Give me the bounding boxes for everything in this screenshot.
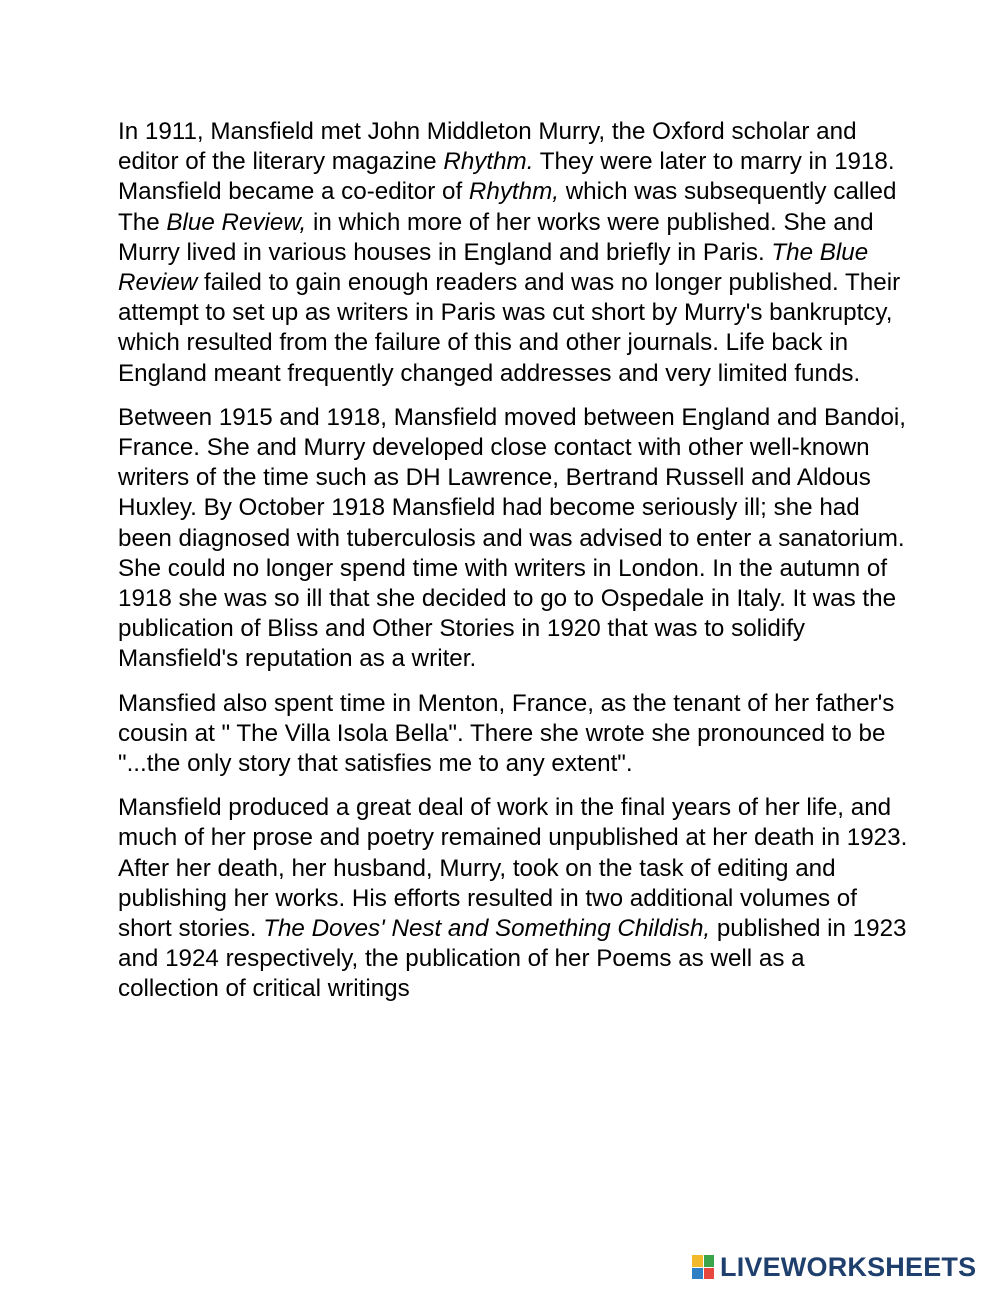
text-run: published in 1923 and 1924 respectively, the publication of her Poems as well as a collection of critical writings <box>118 915 907 1003</box>
text-run: In 1911, Mansfield met John Middleton Murry, the Oxford scholar and editor of the literary magazine <box>118 118 857 176</box>
logo-text: LIVEWORKSHEETS <box>720 1252 977 1282</box>
paragraph-2 <box>118 403 908 675</box>
text-run: Mansfied also spent time in Menton, France, as the tenant of her father's cousin at " The Villa Isola Bella". There she wrote she pronounced to be "...the only story that satisfies me to any extent". <box>118 689 895 778</box>
text-run: They were later to marry in 1918. Mansfield became a co-editor of <box>118 148 895 206</box>
text-run: failed to gain enough readers and was no longer published. Their attempt to set up as writers in Paris was cut short by Murry's bankruptcy, which resulted from the failure of this and other journals. Life back in England meant frequently changed addresses and very limited funds. <box>118 269 901 387</box>
logo-square-4 <box>704 1268 715 1280</box>
italic-title-text: Rhythm. <box>443 148 534 176</box>
italic-title-text: Rhythm, <box>468 178 559 206</box>
document-body <box>118 117 908 1019</box>
logo-square-1 <box>692 1255 703 1267</box>
paragraph-4 <box>118 793 908 1004</box>
italic-title-text: The Doves' Nest and Something Childish, <box>263 915 711 943</box>
text-run: Between 1915 and 1918, Mansfield moved between England and Bandoi, France. She and Murry developed close contact with other well-known writers of the time such as DH Lawrence, Bertrand Russell and Aldous Huxley. By October 1918 Mansfield had become seriously ill; she had been diagnosed with tuberculosis and was advised to enter a sanatorium. She could no longer spend time with writers in London. In the autumn of 1918 she was so ill that she decided to go to Ospedale in Italy. It was the publication of Bliss and Other Stories in 1920 that was to solidify Mansfield's reputation as a writer. <box>118 403 907 673</box>
paragraph-3 <box>118 689 908 780</box>
liveworksheets-logo[interactable] <box>692 1254 976 1280</box>
paragraph-1 <box>118 117 908 389</box>
italic-title-text: Blue Review, <box>166 208 307 236</box>
logo-square-2 <box>704 1255 715 1267</box>
logo-grid-icon <box>692 1255 714 1279</box>
text-run: in which more of her works were published. She and Murry lived in various houses in England and briefly in Paris. <box>118 208 874 266</box>
italic-title-text: The Blue Review <box>118 238 869 297</box>
text-run: Mansfield produced a great deal of work in the final years of her life, and much of her prose and poetry remained unpublished at her death in 1923. After her death, her husband, Murry, took on the task of editing and publishing her works. His efforts resulted in two additional volumes of short stories. <box>118 794 908 943</box>
logo-square-3 <box>692 1268 703 1280</box>
text-run: which was subsequently called The <box>118 178 897 236</box>
